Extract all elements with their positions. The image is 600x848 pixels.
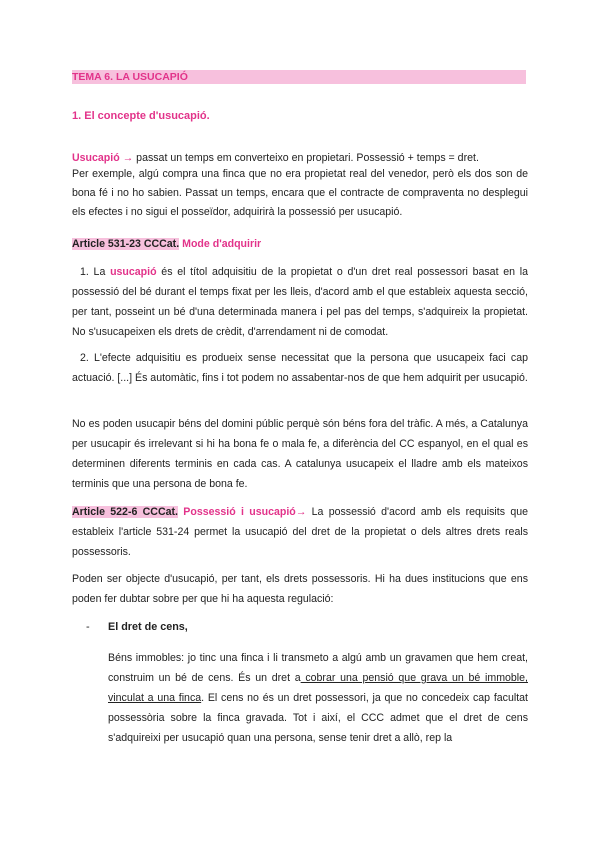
paragraph-5 — [108, 648, 528, 748]
usucapio-highlight: usucapió — [110, 266, 157, 278]
topic-title: TEMA 6. LA USUCAPIÓ — [72, 70, 526, 84]
paragraph-1-start: 1. La — [80, 266, 111, 278]
paragraph-4: Poden ser objecte d'usucapió, per tant, els drets possessoris. Hi ha dues institucions que ens poden fer dubtar sobre per que hi ha aquesta regulació: — [72, 573, 528, 605]
article-522-6-text: La possessió d'acord amb els requisits que estableix l'article 531-24 permet la usucapió del dret de la propietat o dels altres drets reals possessoris. — [72, 506, 528, 558]
paragraph-5-end: . El cens no és un dret possessori, ja que no concedeix cap facultat possessòria sobre la finca gravada. Tot i així, el CCC admet que el dret de cens s'adquireixi per usucapió quan una persona, sense tenir dret a allò, rep la — [108, 692, 528, 744]
paragraph-3: No es poden usucapir béns del domini públic perquè són béns fora del tràfic. A més, a Catalunya per usucapir és irrelevant si hi ha bona fe o mala fe, a diferència del CC espanyol, en el qual es determinen diferents terminis en cada cas. A catalunya usucapeix el lladre amb els mateixos terminis que una persona de bona fe. — [72, 418, 528, 490]
article-522-6-code: Article 522-6 CCCat. — [72, 506, 178, 518]
article-531-23-code: Article 531-23 CCCat. — [72, 238, 180, 250]
usucapio-def-text: passat un temps em converteixo en propietari. Possessió + temps = dret. — [133, 152, 479, 164]
paragraph-5-start: Béns immobles: jo tinc una finca i li transmeto a algú amb un gravamen que hem creat, construim un bé de cens. És un dret a — [108, 652, 528, 684]
article-522-6-title: Possessió i usucapió→ — [177, 506, 307, 518]
article-522-6-paragraph — [72, 502, 528, 562]
bullet-title-cens: El dret de cens, — [108, 621, 188, 633]
section-title: 1. El concepte d'usucapió. — [72, 110, 210, 122]
bullet-marker: - — [86, 621, 90, 633]
paragraph-1 — [72, 262, 528, 342]
underlined-phrase: cobrar una pensió que grava un bé immoble, vinculat a una finca — [108, 672, 528, 704]
usucapio-label: Usucapió → — [72, 152, 134, 164]
paragraph-1-end: és el títol adquisitiu de la propietat o d'un dret real possessori basat en la possessió del bé durant el temps fixat per les lleis, d'acord amb el que estableix aquesta secció, per tant, posseint un bé d'una determinada manera i pel pas del temps, s'adquireix la propietat. No s'usucapeixen els drets de crèdit, d'arrendament ni de comodat. — [72, 266, 528, 338]
paragraph-2: 2. L'efecte adquisitiu es produeix sense necessitat que la persona que usucapeix faci cap actuació. [...] És automàtic, fins i tot podem no assabentar-nos de que hem adquirit per usucapió. — [72, 352, 528, 384]
article-531-23-heading — [72, 234, 528, 254]
example-paragraph: Per exemple, algú compra una finca que no era propietat real del venedor, però els dos son de bona fé i no ho sabien. Passat un temps, encara que el contracte de compraventa no desplegui els efectes i no sigui el posseïdor, adquirirà la possessió per usucapió. — [72, 168, 528, 218]
article-531-23-title: Mode d'adquirir — [179, 238, 262, 250]
